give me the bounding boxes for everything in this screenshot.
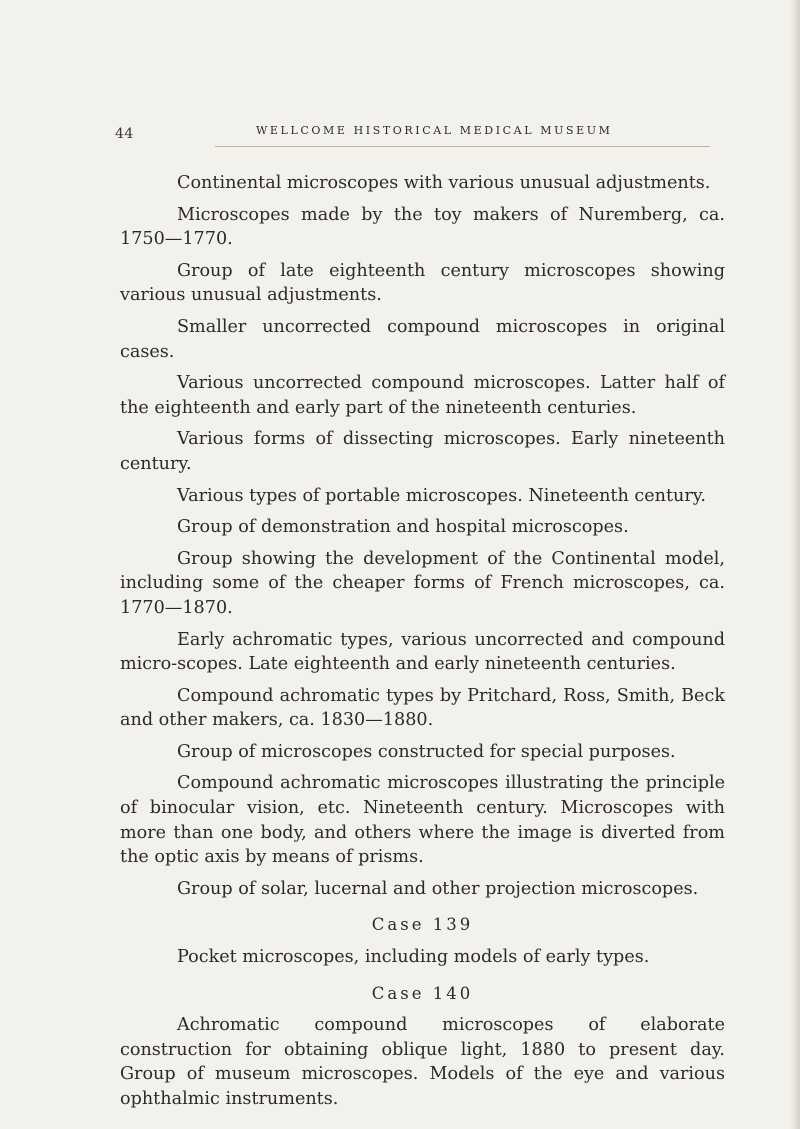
paragraph-7: Various types of portable microscopes. Nineteenth century. [177, 485, 706, 506]
paragraph-3: Group of late eighteenth century microscopes showing various unusual adjustments. [120, 260, 725, 306]
paragraph-13: Compound achromatic microscopes illustrating the principle of binocular vision, etc. Nineteenth century. Microscopes with more than one body, and others where the image is diverted from the optic axis by means of prisms. [120, 773, 725, 868]
paragraph-6: Various forms of dissecting microscopes. Early nineteenth century. [120, 429, 725, 474]
paragraph-8: Group of demonstration and hospital microscopes. [177, 517, 629, 538]
page-edge-shadow [790, 0, 800, 1129]
case-139-text: Pocket microscopes, including models of early types. [177, 947, 650, 968]
case-140-text: Achromatic compound microscopes of elaborate construction for obtaining oblique light, 1880 to present day. Group of museum microscopes. Models of the eye and various ophthalmic instruments. [120, 1015, 725, 1109]
header-rule [215, 146, 710, 147]
paragraph-9: Group showing the development of the Continental model, including some of the cheaper forms of French microscopes, ca. 1770—1870. [120, 548, 725, 618]
paragraph-5: Various uncorrected compound microscopes. Latter half of the eighteenth and early part of the nineteenth centuries. [120, 373, 725, 418]
paragraph-14: Group of solar, lucernal and other projection microscopes. [177, 878, 699, 899]
paragraph-10: Early achromatic types, various uncorrected and compound micro-scopes. Late eighteenth and early nineteenth centuries. [120, 629, 725, 675]
paragraph-2: Microscopes made by the toy makers of Nuremberg, ca. 1750—1770. [120, 204, 725, 250]
paragraph-11: Compound achromatic types by Pritchard, Ross, Smith, Beck and other makers, ca. 1830—1880. [120, 685, 725, 731]
body-text [120, 171, 725, 1119]
case-140-heading: Case 140 [371, 983, 474, 1003]
page-number: 44 [115, 126, 134, 142]
case-139-heading: Case 139 [371, 915, 474, 935]
paragraph-12: Group of microscopes constructed for special purposes. [177, 741, 676, 762]
paragraph-4: Smaller uncorrected compound microscopes in original cases. [120, 316, 725, 362]
paragraph-1: Continental microscopes with various unusual adjustments. [177, 173, 711, 193]
running-title: WELLCOME HISTORICAL MEDICAL MUSEUM [256, 124, 613, 137]
